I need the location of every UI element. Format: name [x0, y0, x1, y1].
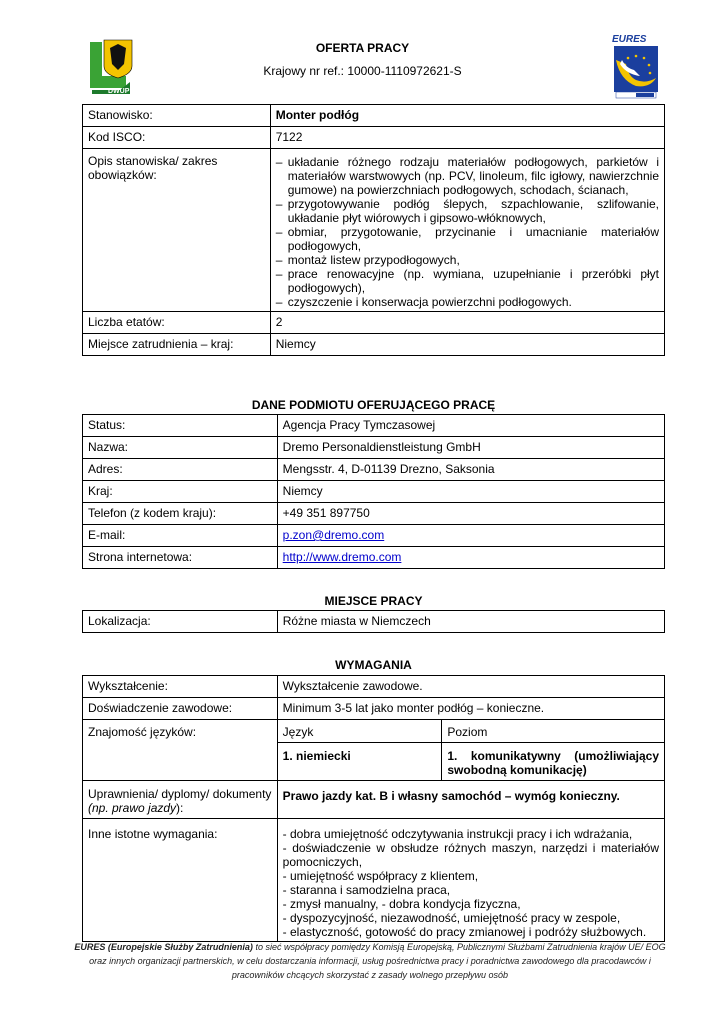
dwup-logo [86, 36, 140, 96]
table-row [83, 819, 665, 942]
dash: – [275, 253, 283, 267]
list-item: - staranna i samodzielna praca, [282, 883, 451, 897]
dash: – [275, 295, 283, 309]
experience-value: Minimum 3-5 lat jako monter podłóg – konieczne. [277, 698, 664, 720]
duties-list [276, 155, 659, 309]
dash: – [275, 155, 283, 169]
list-item: - doświadczenie w obsłudze różnych maszyn, narzędzi i materiałów pomocniczych, [282, 841, 659, 869]
duty-text: czyszczenie i konserwacja powierzchni podłogowych. [287, 295, 572, 309]
table-row [83, 525, 665, 547]
name-label: Nazwa: [83, 437, 278, 459]
table-row [83, 481, 665, 503]
licenses-value: Prawo jazdy kat. B i własny samochód – wymóg konieczny. [277, 781, 664, 819]
education-label: Wykształcenie: [83, 676, 278, 698]
language-column-header: Język [277, 720, 442, 743]
licenses-label [83, 781, 278, 819]
table-row [83, 720, 665, 743]
job-position-label: Stanowisko: [83, 105, 271, 127]
isco-code-label: Kod ISCO: [83, 127, 271, 149]
dash: – [275, 267, 283, 281]
table-row [83, 105, 665, 127]
level-column-header: Poziom [442, 720, 665, 743]
experience-label: Doświadczenie zawodowe: [83, 698, 278, 720]
licenses-label-text: Uprawnienia/ dyplomy/ dokumenty [88, 787, 272, 801]
website-link[interactable]: http://www.dremo.com [282, 550, 402, 564]
address-label: Adres: [83, 459, 278, 481]
table-row [83, 547, 665, 569]
list-item [276, 155, 659, 197]
name-value: Dremo Personaldienstleistung GmbH [277, 437, 664, 459]
status-label: Status: [83, 415, 278, 437]
employer-heading: DANE PODMIOTU OFERUJĄCEGO PRACĘ [251, 398, 496, 412]
requirements-heading: WYMAGANIA [335, 658, 412, 672]
duty-text: obmiar, przygotowanie, przycinanie i umacnianie materiałów podłogowych, [287, 225, 659, 253]
list-item: - dyspozycyjność, niezawodność, umiejętność pracy w zespole, [282, 911, 621, 925]
footer [70, 940, 670, 982]
duties-cell [270, 149, 664, 312]
status-value: Agencja Pracy Tymczasowej [277, 415, 664, 437]
other-requirements-label: Inne istotne wymagania: [83, 819, 278, 942]
employer-country-label: Kraj: [83, 481, 278, 503]
requirements-table [82, 675, 665, 942]
email-link[interactable]: p.zon@dremo.com [282, 528, 385, 542]
language-level: 1. komunikatywny (umożliwiający swobodną komunikację) [442, 743, 665, 781]
table-row [83, 334, 665, 356]
employer-table [82, 414, 665, 569]
footer-line-2: oraz innych organizacji partnerskich, w celu dostarczania informacji, usług pośrednictwa pracy i poradnictwa zawodowego dla pracodawców i [89, 956, 651, 966]
eures-logo [606, 30, 662, 102]
job-position-value: Monter podłóg [270, 105, 664, 127]
languages-label: Znajomość języków: [83, 720, 278, 781]
education-value: Wykształcenie zawodowe. [277, 676, 664, 698]
table-row [83, 415, 665, 437]
isco-code-value: 7122 [270, 127, 664, 149]
table-row [83, 149, 665, 312]
footer-line-3: pracowników chcących skorzystać z zasady wolnego przepływu osób [231, 970, 509, 980]
country-value: Niemcy [270, 334, 664, 356]
footer-text: to sieć współpracy pomiędzy Komisją Europejską, Publicznymi Służbami Zatrudnienia krajów UE/ EOG [252, 942, 666, 952]
list-item: - elastyczność, gotowość do pracy zmianowej i podróży służbowych. [282, 925, 647, 939]
dash: – [275, 197, 283, 211]
workplace-heading: MIEJSCE PRACY [324, 594, 423, 608]
country-label: Miejsce zatrudnienia – kraj: [83, 334, 271, 356]
page-title: OFERTA PRACY [315, 41, 410, 55]
address-value: Mengsstr. 4, D-01139 Drezno, Saksonia [277, 459, 664, 481]
location-label: Lokalizacja: [83, 611, 278, 633]
duty-text: prace renowacyjne (np. wymiana, uzupełnianie i przeróbki płyt podłogowych), [287, 267, 659, 295]
positions-count-label: Liczba etatów: [83, 312, 271, 334]
table-row [83, 698, 665, 720]
table-row [83, 611, 665, 633]
other-requirements-cell [277, 819, 664, 942]
duties-label: Opis stanowiska/ zakres obowiązków: [83, 149, 271, 312]
website-label: Strona internetowa: [83, 547, 278, 569]
table-row [83, 312, 665, 334]
location-value: Różne miasta w Niemczech [277, 611, 664, 633]
reference-number: Krajowy nr ref.: 10000-1110972621-S [263, 64, 462, 78]
table-row [83, 503, 665, 525]
language-name: 1. niemiecki [277, 743, 442, 781]
list-item [276, 225, 659, 253]
table-row [83, 127, 665, 149]
footer-line-1 [70, 940, 670, 954]
table-row [83, 459, 665, 481]
website-cell [277, 547, 664, 569]
duty-text: układanie różnego rodzaju materiałów podłogowych, parkietów i materiałów warstwowych (np. PCV, linoleum, filc igłowy, nawierzchnie gumowe) na powierzchniach podłogowych, schodach, ścianach, [287, 155, 659, 197]
workplace-table [82, 610, 665, 633]
list-item [276, 267, 659, 295]
list-item: - umiejętność współpracy z klientem, [282, 869, 479, 883]
licenses-label-end: ): [176, 801, 184, 815]
eures-logo-text: EURES [612, 34, 647, 45]
list-item: - dobra umiejętność odczytywania instrukcji pracy i ich wdrażania, [282, 827, 633, 841]
phone-label: Telefon (z kodem kraju): [83, 503, 278, 525]
duty-text: montaż listew przypodłogowych, [287, 253, 460, 267]
email-label: E-mail: [83, 525, 278, 547]
duty-text: przygotowywanie podłóg ślepych, szpachlowanie, szlifowanie, układanie płyt wiórowych i gipsowo-włóknowych, [287, 197, 659, 225]
dwup-logo-text: DWUP [108, 88, 130, 95]
employer-country-value: Niemcy [277, 481, 664, 503]
list-item [276, 197, 659, 225]
list-item: - zmysł manualny, - dobra kondycja fizyczna, [282, 897, 521, 911]
list-item [276, 253, 659, 267]
email-cell [277, 525, 664, 547]
positions-count-value: 2 [270, 312, 664, 334]
licenses-label-example: (np. prawo jazdy [88, 801, 177, 815]
phone-value: +49 351 897750 [277, 503, 664, 525]
table-row [83, 437, 665, 459]
list-item [276, 295, 659, 309]
job-table [82, 104, 665, 356]
dash: – [275, 225, 283, 239]
table-row [83, 676, 665, 698]
footer-bold: EURES (Europejskie Służby Zatrudnienia) [74, 942, 253, 952]
table-row [83, 781, 665, 819]
